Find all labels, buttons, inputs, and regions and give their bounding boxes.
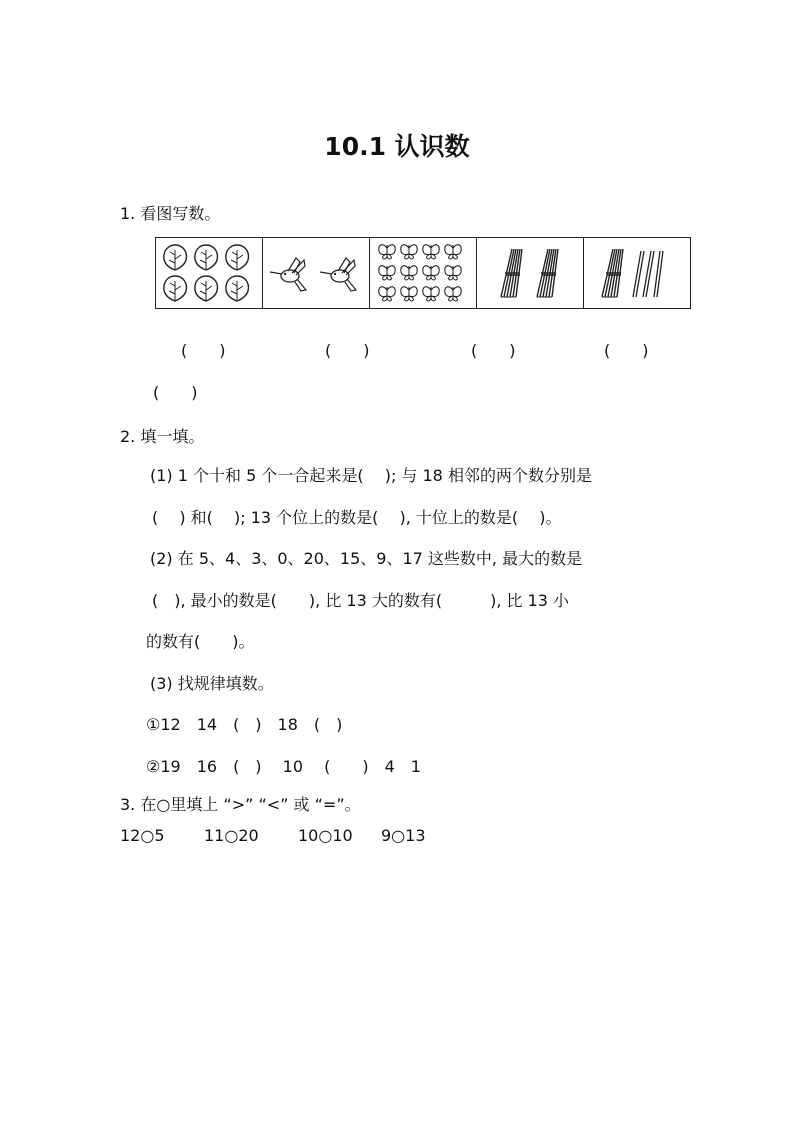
q2-part1-line2: ( ) 和( ); 13 个位上的数是( ), 十位上的数是( )。 (152, 508, 562, 527)
stick-bundle-icon (490, 245, 570, 301)
picture-cell-butterflies (370, 238, 477, 308)
page-title: 10.1 认识数 (324, 132, 470, 161)
q2-sequence-1: ①12 14 ( ) 18 ( ) (146, 715, 343, 734)
picture-table (155, 237, 691, 309)
question-1-prompt: 1. 看图写数。 (120, 204, 221, 223)
q2-part3-title: (3) 找规律填数。 (150, 674, 274, 693)
answer-blank-3[interactable]: ( ) (471, 341, 516, 360)
q2-part1-line1: (1) 1 个十和 5 个一合起来是( ); 与 18 相邻的两个数分别是 (150, 466, 592, 485)
q2-part2-line2: ( ), 最小的数是( ), 比 13 大的数有( ), 比 13 小 (152, 591, 570, 610)
q2-part2-line3: 的数有( )。 (146, 632, 255, 651)
picture-cell-stick-bundles (477, 238, 584, 308)
answer-blank-1[interactable]: ( ) (181, 341, 226, 360)
answer-blank-5[interactable]: ( ) (153, 383, 198, 402)
question-2-prompt: 2. 填一填。 (120, 427, 205, 446)
answer-blank-4[interactable]: ( ) (604, 341, 649, 360)
leaf-icon (161, 242, 257, 304)
compare-item-4: 9○13 (381, 826, 426, 845)
q2-sequence-2: ②19 16 ( ) 10 ( ) 4 1 (146, 757, 421, 776)
picture-cell-bundle-and-sticks (584, 238, 690, 308)
hummingbird-icon (268, 248, 364, 298)
compare-item-1: 12○5 (120, 826, 165, 845)
answer-blank-2[interactable]: ( ) (325, 341, 370, 360)
question-3-prompt: 3. 在○里填上 “>” “<” 或 “=”。 (120, 795, 361, 814)
stick-bundle-and-sticks-icon (597, 245, 677, 301)
butterfly-icon (378, 242, 468, 304)
compare-item-3: 10○10 (298, 826, 353, 845)
picture-cell-hummingbirds (263, 238, 370, 308)
picture-cell-leaves (156, 238, 263, 308)
q2-part2-line1: (2) 在 5、4、3、0、20、15、9、17 这些数中, 最大的数是 (150, 549, 583, 568)
compare-item-2: 11○20 (204, 826, 259, 845)
